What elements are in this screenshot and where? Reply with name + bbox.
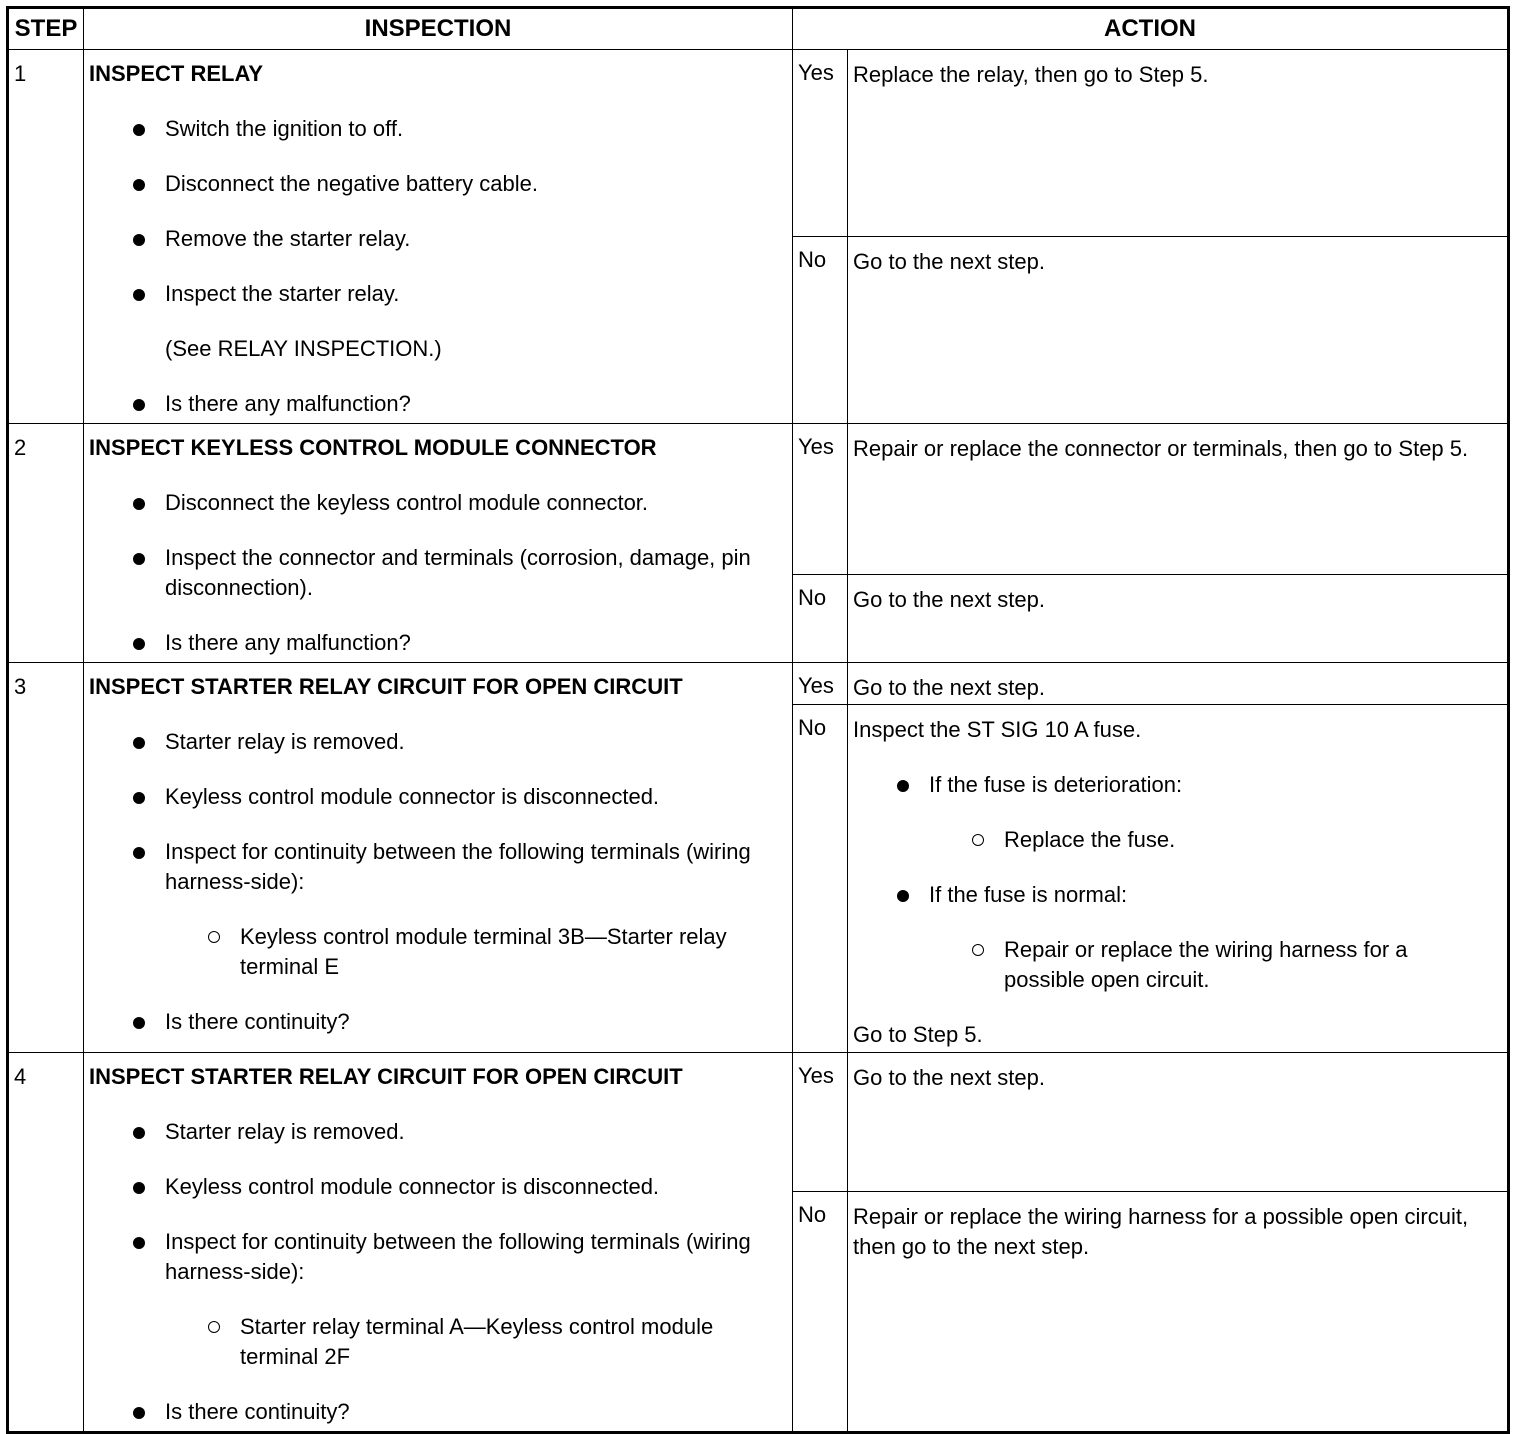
- bullet-text: Disconnect the keyless control module connector.: [165, 490, 649, 515]
- bullet-icon: [133, 1237, 145, 1249]
- bullet-icon: [133, 792, 145, 804]
- action-bullet-text: If the fuse is normal:: [929, 882, 1128, 907]
- sub-bullet-item: [89, 922, 788, 982]
- step-row: [8, 424, 1509, 575]
- action-intro: Inspect the ST SIG 10 A fuse.: [853, 717, 1142, 742]
- yes-label: Yes: [793, 50, 848, 237]
- question-text: Is there any malfunction?: [165, 630, 411, 655]
- bullet-item: [89, 1227, 788, 1287]
- yes-action: Replace the relay, then go to Step 5.: [848, 50, 1509, 237]
- bullet-text: Disconnect the negative battery cable.: [165, 171, 539, 196]
- sub-bullet-text: Keyless control module terminal 3B—Starter relay terminal E: [240, 924, 727, 979]
- inspection-cell: [84, 424, 793, 663]
- bullet-item: [89, 279, 788, 309]
- action-sub-bullet: [853, 935, 1499, 995]
- bullet-item: [89, 727, 788, 757]
- bullet-text: Inspect for continuity between the following terminals (wiring harness-side):: [165, 1229, 751, 1284]
- yes-label: Yes: [793, 1053, 848, 1192]
- bullet-text: Keyless control module connector is disconnected.: [165, 784, 660, 809]
- bullet-text: Remove the starter relay.: [165, 226, 411, 251]
- circle-bullet-icon: [972, 944, 984, 956]
- action-outro: Go to Step 5.: [853, 1022, 983, 1047]
- bullet-icon: [133, 124, 145, 136]
- bullet-text: Inspect for continuity between the following terminals (wiring harness-side):: [165, 839, 751, 894]
- step-number: 1: [8, 50, 84, 424]
- bullet-icon: [133, 234, 145, 246]
- bullet-icon: [133, 638, 145, 650]
- bullet-icon: [133, 1127, 145, 1139]
- inspection-title: INSPECT STARTER RELAY CIRCUIT FOR OPEN CIRCUIT: [89, 1064, 683, 1089]
- step-row: [8, 663, 1509, 705]
- bullet-text: Switch the ignition to off.: [165, 116, 404, 141]
- bullet-icon: [133, 399, 145, 411]
- header-action: ACTION: [793, 8, 1509, 50]
- step-row: [8, 1053, 1509, 1192]
- no-label: No: [793, 1192, 848, 1433]
- bullet-icon: [133, 1407, 145, 1419]
- action-bullet-text: If the fuse is deterioration:: [929, 772, 1183, 797]
- sub-bullet-item: [89, 1312, 788, 1372]
- inspection-cell: [84, 1053, 793, 1433]
- bullet-text: Starter relay is removed.: [165, 729, 405, 754]
- bullet-item: [89, 169, 788, 199]
- action-sub-bullet: [853, 825, 1499, 855]
- bullet-item: [89, 488, 788, 518]
- question-text: Is there any malfunction?: [165, 391, 411, 416]
- no-label: No: [793, 705, 848, 1053]
- action-bullet: [853, 770, 1499, 800]
- yes-action: Go to the next step.: [848, 1053, 1509, 1192]
- yes-action: Repair or replace the connector or terminals, then go to Step 5.: [848, 424, 1509, 575]
- bullet-icon: [133, 289, 145, 301]
- circle-bullet-icon: [972, 834, 984, 846]
- no-label: No: [793, 575, 848, 663]
- yes-label: Yes: [793, 424, 848, 575]
- step-number: 2: [8, 424, 84, 663]
- yes-action: Go to the next step.: [848, 663, 1509, 705]
- reference-note: (See RELAY INSPECTION.): [165, 336, 442, 361]
- no-action: [848, 705, 1509, 1053]
- bullet-item: [89, 837, 788, 897]
- bullet-icon: [133, 1182, 145, 1194]
- yes-label: Yes: [793, 663, 848, 705]
- bullet-item: [89, 543, 788, 603]
- bullet-icon: [133, 179, 145, 191]
- inspection-title: INSPECT RELAY: [89, 61, 264, 86]
- inspection-title: INSPECT STARTER RELAY CIRCUIT FOR OPEN CIRCUIT: [89, 674, 683, 699]
- bullet-item: [89, 782, 788, 812]
- bullet-item: [89, 1172, 788, 1202]
- step-number: 4: [8, 1053, 84, 1433]
- no-action: Go to the next step.: [848, 575, 1509, 663]
- question-item: [89, 1007, 788, 1037]
- sub-bullet-text: Starter relay terminal A—Keyless control module terminal 2F: [240, 1314, 714, 1369]
- bullet-icon: [133, 553, 145, 565]
- header-row: [8, 8, 1509, 50]
- bullet-text: Inspect the starter relay.: [165, 281, 400, 306]
- inspection-title: INSPECT KEYLESS CONTROL MODULE CONNECTOR: [89, 435, 657, 460]
- step-row: [8, 50, 1509, 237]
- diagnostic-procedure-table: [6, 6, 1510, 1434]
- bullet-item: [89, 224, 788, 254]
- circle-bullet-icon: [208, 931, 220, 943]
- step-number: 3: [8, 663, 84, 1053]
- question-item: [89, 1397, 788, 1427]
- no-label: No: [793, 237, 848, 424]
- bullet-icon: [897, 780, 909, 792]
- question-text: Is there continuity?: [165, 1399, 350, 1424]
- bullet-text: Starter relay is removed.: [165, 1119, 405, 1144]
- bullet-icon: [133, 1017, 145, 1029]
- inspection-cell: [84, 50, 793, 424]
- action-sub-bullet-text: Replace the fuse.: [1004, 827, 1176, 852]
- circle-bullet-icon: [208, 1321, 220, 1333]
- no-action: Go to the next step.: [848, 237, 1509, 424]
- question-item: [89, 389, 788, 419]
- bullet-icon: [133, 847, 145, 859]
- bullet-text: Keyless control module connector is disconnected.: [165, 1174, 660, 1199]
- bullet-text: Inspect the connector and terminals (corrosion, damage, pin disconnection).: [165, 545, 751, 600]
- action-bullet: [853, 880, 1499, 910]
- header-step: STEP: [8, 8, 84, 50]
- question-text: Is there continuity?: [165, 1009, 350, 1034]
- bullet-item: [89, 114, 788, 144]
- header-inspection: INSPECTION: [84, 8, 793, 50]
- question-item: [89, 628, 788, 658]
- inspection-cell: [84, 663, 793, 1053]
- bullet-icon: [133, 737, 145, 749]
- bullet-item: [89, 1117, 788, 1147]
- bullet-icon: [897, 890, 909, 902]
- no-action: Repair or replace the wiring harness for a possible open circuit, then go to the next step.: [848, 1192, 1509, 1433]
- bullet-icon: [133, 498, 145, 510]
- action-sub-bullet-text: Repair or replace the wiring harness for a possible open circuit.: [1004, 937, 1408, 992]
